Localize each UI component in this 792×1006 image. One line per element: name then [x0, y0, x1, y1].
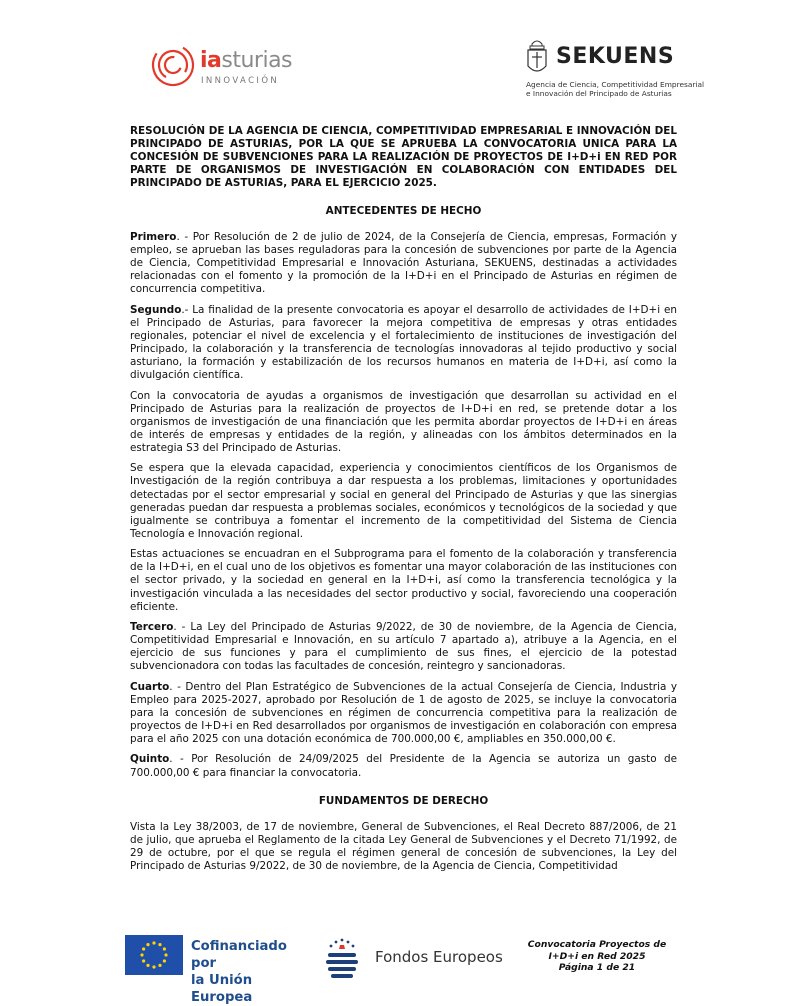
page-footer-note: [522, 939, 672, 974]
paragraph-convocatoria: Con la convocatoria de ayudas a organismos de investigación que desarrollan su actividad en el Principado de Asturias para la realización de proyectos de I+D+i en red, se pretende dotar a los organismos de investigación de una financiación que les permita abordar proyectos de I+D+i en áreas de interés de empresas y entidades de la región, y alineadas con los ámbitos determinados en la estrategia S3 del Principado de Asturias.: [130, 389, 677, 454]
document-title: RESOLUCIÓN DE LA AGENCIA DE CIENCIA, COMPETITIVIDAD EMPRESARIAL E INNOVACIÓN DEL PRINCIPADO DE ASTURIAS, POR LA QUE SE APRUEBA LA CONVOCATORIA UNICA PARA LA CONCESIÓN DE SUBVENCIONES PARA LA REALIZACIÓN DE PROYECTOS DE I+D+i EN RED POR PARTE DE ORGANISMOS DE INVESTIGACIÓN EN COLABORACIÓN CON ENTIDADES DEL PRINCIPADO DE ASTURIAS, PARA EL EJERCICIO 2025.: [130, 125, 677, 189]
eu-flag-icon: [125, 935, 183, 975]
paragraph-subprograma: Estas actuaciones se encuadran en el Subprograma para el fomento de la colaboración y transferencia de la I+D+i, en el cual uno de los objetivos es fomentar una mayor colaboración de las instituciones con el sector privado, y la sociedad en general en la I+D+i, así como la transferencia tecnológica y la investigación vinculada a las necesidades del sector productivo y social, favoreciendo una cooperación eficiente.: [130, 548, 677, 613]
fondos-europeos-text: Fondos Europeos: [375, 948, 503, 966]
sekuens-subtitle: Agencia de Ciencia, Competitividad Empresarial e Innovación del Principado de Asturias: [526, 80, 705, 98]
section-heading-fundamentos: FUNDAMENTOS DE DERECHO: [318, 794, 489, 807]
paragraph-cuarto: Cuarto. - Dentro del Plan Estratégico de Subvenciones de la actual Consejería de Ciencia, Industria y Empleo para 2025-2027, aprobado por Resolución de 1 de agosto de 2025, se incluye la convocatoria para la concesión de subvenciones en régimen de concurrencia competitiva para la realización de proyectos de I+D+i en Red desarrollados por organismos de investigación en colaboración con empresa para el año 2025 con una dotación económica de 700.000,00 €, ampliables en 350.000,00 €.: [130, 680, 677, 746]
paragraph-expectativas: Se espera que la elevada capacidad, experiencia y conocimientos científicos de los Organismos de Investigación de la región contribuya a dar respuesta a los problemas, limitaciones y oportunidades detectadas por el sector empresarial y social en general del Principado de Asturias y que las sinergias generadas puedan dar respuesta a problemas sociales, económicos y tecnológicos de la sociedad y que igualmente se contribuya a fomentar el incremento de la competitividad del Sistema de Ciencia Tecnología e Innovación regional.: [130, 462, 677, 540]
document-body: [130, 125, 677, 880]
section-heading-antecedentes: ANTECEDENTES DE HECHO: [325, 205, 482, 217]
page-number: Página 1 de 21: [558, 962, 636, 973]
footer-note-line2: I+D+i en Red 2025: [548, 950, 646, 962]
eu-cofinanced-text: Cofinanciado por la Unión Europea: [191, 939, 287, 1005]
fondos-europeos-logo: [322, 937, 507, 981]
iasturias-logo: [150, 42, 300, 92]
paragraph-primero: Primero. - Por Resolución de 2 de julio de 2024, de la Consejería de Ciencia, empresas, Formación y empleo, se aprueban las bases reguladoras para la concesión de subvenciones por parte de la Agencia de Ciencia, Competitividad Empresarial e Innovación Asturiana, SEKUENS, destinadas a actividades relacionadas con el fomento y la promoción de la I+D+i en el Principado de Asturias en régimen de concurrencia competitiva.: [130, 231, 677, 296]
asturias-crest-icon: [526, 38, 548, 78]
fondos-europeos-icon: [322, 937, 362, 981]
paragraph-fundamentos: Vista la Ley 38/2003, de 17 de noviembre, General de Subvenciones, el Real Decreto 887/2006, de 21 de julio, que aprueba el Reglamento de la citada Ley General de Subvenciones y el Decreto 71/1992, de 29 de octubre, por el que se regula el régimen general de concesión de subvenciones, la Ley del Principado de Asturias 9/2022, de 30 de noviembre, de la Agencia de Ciencia, Competitividad: [130, 820, 677, 872]
iasturias-brand: iasturias: [200, 48, 293, 73]
paragraph-segundo: Segundo.- La finalidad de la presente convocatoria es apoyar el desarrollo de actividades de I+D+i en el Principado de Asturias, para favorecer la mejora competitiva de empresas y otras entidades regionales, potenciar el nivel de excelencia y el fortalecimiento de instituciones de investigación del Principado, la colaboración y la transferencia de tecnologías innovadoras al tejido productivo y social asturiano, la formación y estabilización de los recursos humanos en materia de I+D+i, así como la divulgación científica.: [130, 303, 677, 382]
iasturias-ring-logo-icon: [150, 42, 196, 88]
iasturias-subtitle: INNOVACIÓN: [201, 76, 280, 86]
eu-cofinanced-logo: [125, 935, 310, 1005]
paragraph-tercero: Tercero. - La Ley del Principado de Asturias 9/2022, de 30 de noviembre, de la Agencia de Ciencia, Competitividad Empresarial e Innovación, en su artículo 7 apartado a), atribuye a la Agencia, en el ejercicio de sus funciones y para el cumplimiento de sus fines, el ejercicio de la potestad subvencionadora con todas las facultades de concesión, reintegro y sancionadoras.: [130, 621, 677, 673]
sekuens-logo: [526, 38, 716, 102]
footer-note-line1: Convocatoria Proyectos de: [527, 939, 667, 950]
paragraph-quinto: Quinto. - Por Resolución de 24/09/2025 del Presidente de la Agencia se autoriza un gasto de 700.000,00 € para financiar la convocatoria.: [130, 753, 677, 779]
sekuens-brand: SEKUENS: [556, 44, 675, 69]
